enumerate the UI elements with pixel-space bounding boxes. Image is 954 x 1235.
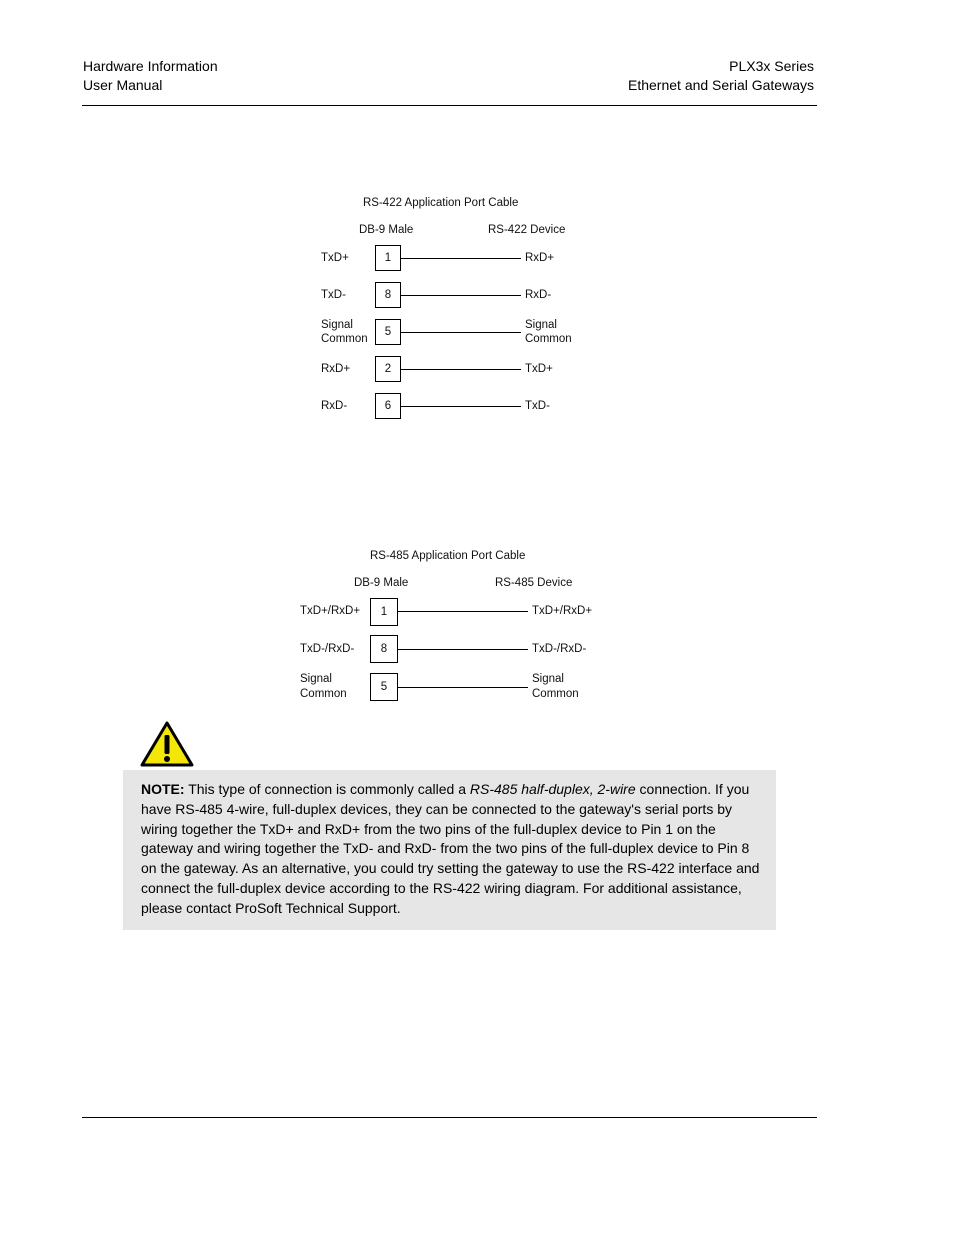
rs422-wire xyxy=(401,295,521,296)
rs485-right-signal-line1: Signal xyxy=(532,673,564,685)
header-doc-type: User Manual xyxy=(83,77,163,93)
rs422-right-signal: RxD+ xyxy=(525,252,555,264)
rs422-right-signal: TxD- xyxy=(525,400,550,412)
rs422-pin-box: 2 xyxy=(375,356,401,382)
rs422-wire xyxy=(401,369,521,370)
rs485-pin-box: 1 xyxy=(370,598,398,626)
rs422-pin-box: 8 xyxy=(375,282,401,308)
rs485-right-signal-line2: Common xyxy=(532,688,579,700)
rs485-wire xyxy=(398,687,528,688)
rs422-diagram-title: RS-422 Application Port Cable xyxy=(363,197,519,209)
note-label: NOTE: xyxy=(141,781,185,797)
rs422-left-signal-line1: Signal xyxy=(321,319,353,331)
rs485-right-signal: TxD-/RxD- xyxy=(532,643,587,655)
rs422-wire xyxy=(401,406,521,407)
header-section-title: Hardware Information xyxy=(83,58,218,74)
rs422-right-heading: RS-422 Device xyxy=(488,224,566,236)
rs422-pin-box: 5 xyxy=(375,319,401,345)
rs422-left-signal: RxD- xyxy=(321,400,348,412)
rs422-left-signal: TxD- xyxy=(321,289,346,301)
rs422-pin-box: 1 xyxy=(375,245,401,271)
footer-divider xyxy=(82,1117,817,1118)
header-product-description: Ethernet and Serial Gateways xyxy=(628,77,814,93)
rs485-right-signal: TxD+/RxD+ xyxy=(532,605,593,617)
note-callout xyxy=(123,770,776,930)
rs422-wire xyxy=(401,258,521,259)
rs422-pin-box: 6 xyxy=(375,393,401,419)
rs485-pin-box: 8 xyxy=(370,635,398,663)
rs422-wire xyxy=(401,332,521,333)
rs485-left-signal: TxD+/RxD+ xyxy=(300,605,361,617)
rs485-left-heading: DB-9 Male xyxy=(354,577,409,589)
header-left xyxy=(83,57,218,95)
rs485-left-signal: TxD-/RxD- xyxy=(300,643,355,655)
rs422-right-signal: RxD- xyxy=(525,289,552,301)
rs485-wire xyxy=(398,611,528,612)
rs422-left-signal-line2: Common xyxy=(321,333,368,345)
rs485-wire xyxy=(398,649,528,650)
rs485-left-signal-line2: Common xyxy=(300,688,347,700)
note-text-part2: connection. If you have RS-485 4-wire, full-duplex devices, they can be connected to the gateway's serial ports by wiring together the TxD+ and RxD+ from the two pins of the full-duplex device to Pin 1 on the gateway and wiring together the TxD- and RxD- from the two pins of the full-duplex device to Pin 8 on the gateway. As an alternative, you could try setting the gateway to use the RS-422 interface and connect the full-duplex device according to the RS-422 wiring diagram. For additional assistance, please contact ProSoft Technical Support. xyxy=(141,781,760,916)
rs485-diagram-title: RS-485 Application Port Cable xyxy=(370,550,526,562)
rs485-right-heading: RS-485 Device xyxy=(495,577,573,589)
rs422-right-signal: TxD+ xyxy=(525,363,553,375)
note-emphasis: RS-485 half-duplex, 2-wire xyxy=(469,781,636,797)
rs485-left-signal-line1: Signal xyxy=(300,673,332,685)
header-right xyxy=(628,57,814,95)
header-divider xyxy=(82,105,817,106)
warning-triangle-icon xyxy=(139,720,195,768)
rs485-pin-box: 5 xyxy=(370,673,398,701)
rs422-left-heading: DB-9 Male xyxy=(359,224,414,236)
rs422-right-signal-line2: Common xyxy=(525,333,572,345)
header-product-series: PLX3x Series xyxy=(729,58,814,74)
rs422-left-signal: TxD+ xyxy=(321,252,349,264)
rs422-left-signal: RxD+ xyxy=(321,363,351,375)
note-text-part1: This type of connection is commonly called a xyxy=(184,781,470,797)
rs422-right-signal-line1: Signal xyxy=(525,319,557,331)
